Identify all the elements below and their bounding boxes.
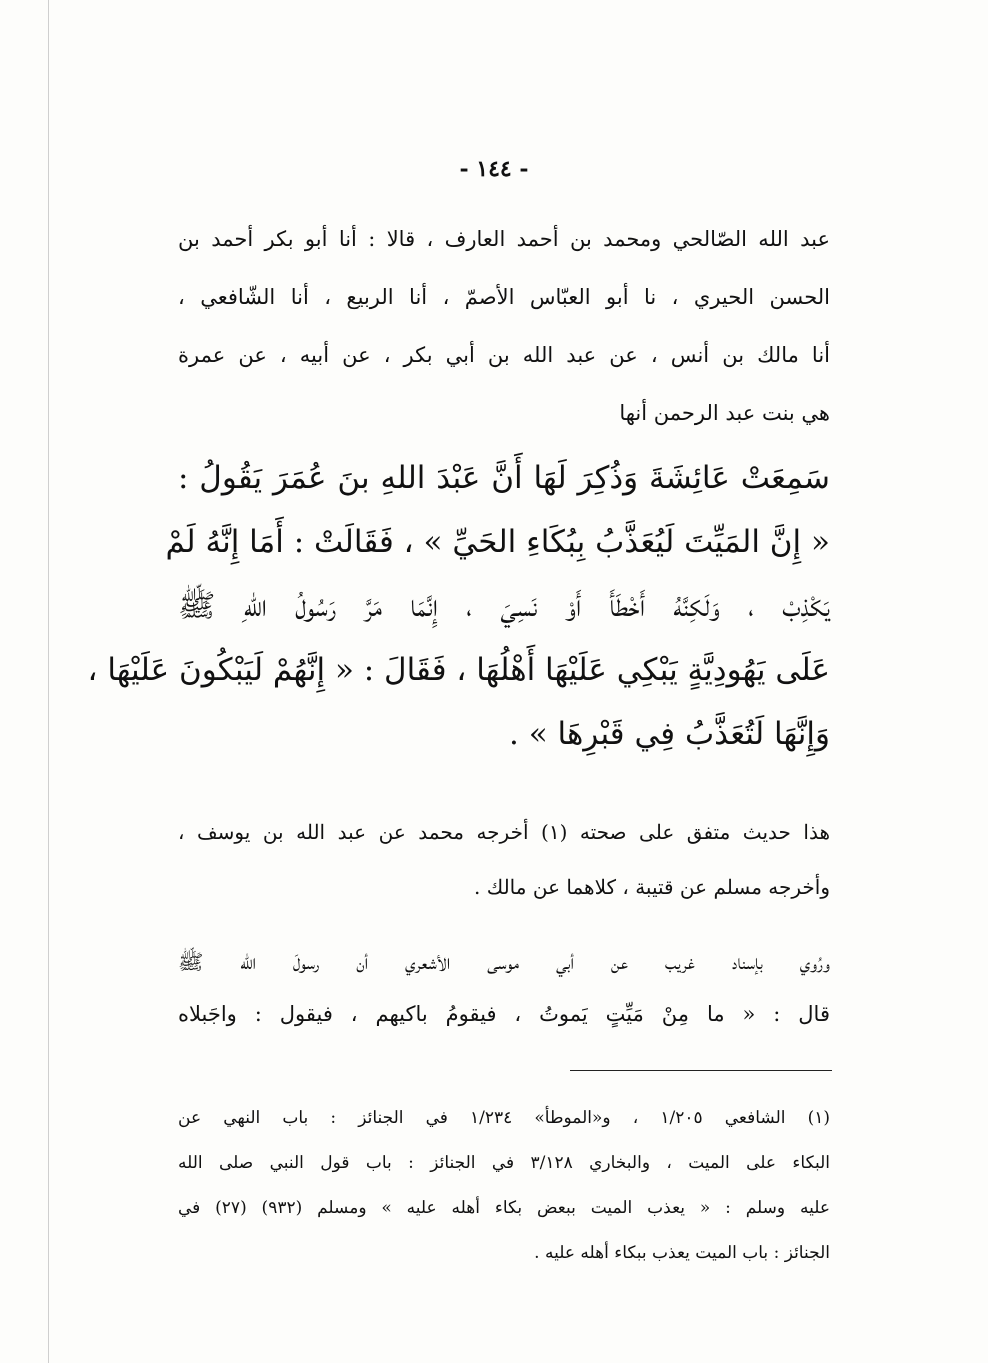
footnote-separator xyxy=(570,1070,832,1071)
hadith-line: وَإِنَّهَا لَتُعَذَّبُ فِي قَبْرِهَا » . xyxy=(509,716,830,752)
hadith-line: يَكْذِبْ ، وَلَكِنَّهُ أَخْطَأَ أَوْ نَسِيَ ، إِنَّمَا مَرَّ رَسُولُ اللهِ ﷺ xyxy=(178,588,830,624)
footnote-line: البكاء على الميت ، والبخاري ٣/١٢٨ في الجنائز : باب قول النبي صلى الله xyxy=(178,1153,830,1173)
riwaya-paragraph xyxy=(178,936,830,1040)
page-number: - ١٤٤ - xyxy=(459,156,529,182)
footnote-line: عليه وسلم : « يعذب الميت ببعض بكاء أهله عليه » ومسلم (٩٣٢) (٢٧) في xyxy=(178,1198,830,1218)
hadith-line: « إِنَّ المَيِّتَ لَيُعَذَّبُ بِبُكَاءِ الحَيِّ » ، فَقَالَتْ : أَمَا إِنَّهُ لَمْ xyxy=(165,524,830,560)
hadith-line: سَمِعَتْ عَائِشَةَ وَذُكِرَ لَهَا أَنَّ عَبْدَ اللهِ بنَ عُمَرَ يَقُولُ : xyxy=(178,460,830,496)
page-binding-edge xyxy=(48,0,49,1363)
isnad-line: أنا مالك بن أنس ، عن عبد الله بن أبي بكر ، عن أبيه ، عن عمرة xyxy=(178,343,830,367)
footnotes xyxy=(178,1096,830,1276)
commentary-paragraph xyxy=(178,805,830,915)
hadith-text xyxy=(87,446,830,766)
commentary-line: وأخرجه مسلم عن قتيبة ، كلاهما عن مالك . xyxy=(474,875,830,899)
riwaya-line: قال : « ما مِنْ مَيِّتٍ يَموتُ ، فيقومُ باكيهم ، فيقول : واجَبلاه xyxy=(178,1002,830,1026)
isnad-line: عبد الله الصّالحي ومحمد بن أحمد العارف ، قالا : أنا أبو بكر أحمد بن xyxy=(178,227,830,251)
riwaya-line: ورُوي بإسناد غريب عن أبي موسى الأشعري أن رسولَ الله ﷺ xyxy=(178,950,830,974)
isnad-line: هي بنت عبد الرحمن أنها xyxy=(619,401,830,425)
footnote-line: الجنائز : باب الميت يعذب ببكاء أهله عليه . xyxy=(534,1243,830,1263)
footnote-line: (١) الشافعي ١/٢٠٥ ، و«الموطأ» ١/٢٣٤ في الجنائز : باب النهي عن xyxy=(178,1108,831,1128)
hadith-line: عَلَى يَهُودِيَّةٍ يَبْكِي عَلَيْهَا أَهْلُهَا ، فَقَالَ : « إِنَّهُمْ لَيَبْكُونَ عَلَيْهَا ، xyxy=(87,652,830,688)
isnad-paragraph xyxy=(178,210,830,442)
isnad-line: الحسن الحيري ، نا أبو العبّاس الأصمّ ، أنا الربيع ، أنا الشّافعي ، xyxy=(178,285,830,309)
commentary-line: هذا حديث متفق على صحته (١) أخرجه محمد عن عبد الله بن يوسف ، xyxy=(178,820,830,844)
